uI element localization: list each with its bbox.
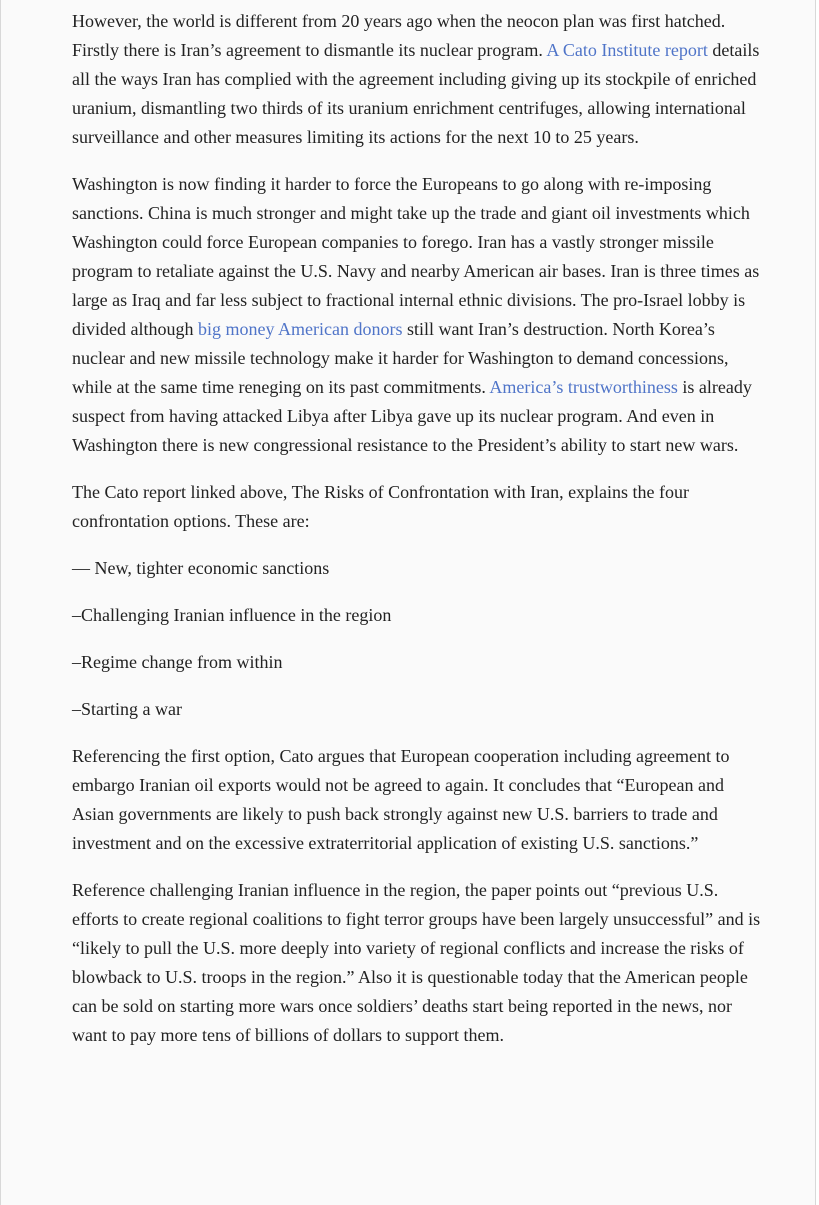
paragraph-first-option: Referencing the first option, Cato argues that European cooperation including agreement to embargo Iranian oil exports would not be agreed to again. It concludes that “European and Asian governments are likely to push back strongly against new U.S. barriers to trade and investment and on the excessive extraterritorial application of existing U.S. sanctions.” (72, 746, 730, 853)
paragraph-text: However, the world is different from 20 years ago when the neocon plan was first hatched. Firstly there is Iran’s agreement to dismantle its nuclear program. (72, 11, 726, 60)
paragraph-text: still want Iran’s destruction. North Korea’s nuclear and new missile technology make it harder for Washington to demand concessions, while at the same time reneging on its past commitments. (72, 319, 729, 397)
paragraph-washington (72, 170, 762, 460)
trustworthiness-link[interactable]: America’s trustworthiness (489, 377, 678, 397)
article-body (72, 7, 762, 1068)
cato-report-link[interactable]: A Cato Institute report (546, 40, 708, 60)
option-item: –Starting a war (72, 699, 182, 719)
option-item: –Challenging Iranian influence in the region (72, 605, 392, 625)
paragraph-text: is already suspect from having attacked Libya after Libya gave up its nuclear program. And even in Washington there is new congressional resistance to the President’s ability to start new wars. (72, 377, 752, 455)
big-money-donors-link[interactable]: big money American donors (197, 319, 403, 339)
paragraph-text: Washington is now finding it harder to force the Europeans to go along with re-imposing sanctions. China is much stronger and might take up the trade and giant oil investments which Washington could force European companies to forego. Iran has a vastly stronger missile program to retaliate against the U.S. Navy and nearby American air bases. Iran is three times as large as Iraq and far less subject to fractional internal ethnic divisions. The pro-Israel lobby is divided although (72, 174, 760, 339)
option-item: –Regime change from within (72, 652, 283, 672)
option-item: — New, tighter economic sanctions (72, 558, 330, 578)
paragraph-iran-agreement (72, 7, 762, 152)
paragraph-text: details all the ways Iran has complied with the agreement including giving up its stockpile of enriched uranium, dismantling two thirds of its uranium enrichment centrifuges, allowing international surveillance and other measures limiting its actions for the next 10 to 25 years. (72, 40, 760, 147)
paragraph-regional-influence: Reference challenging Iranian influence in the region, the paper points out “previous U.S. efforts to create regional coalitions to fight terror groups have been largely unsuccessful” and is “likely to pull the U.S. more deeply into variety of regional conflicts and increase the risks of blowback to U.S. troops in the region.” Also it is questionable today that the American people can be sold on starting more wars once soldiers’ deaths start being reported in the news, nor want to pay more tens of billions of dollars to support them. (72, 880, 761, 1045)
paragraph-cato-options-intro: The Cato report linked above, The Risks of Confrontation with Iran, explains the four confrontation options. These are: (72, 482, 690, 531)
